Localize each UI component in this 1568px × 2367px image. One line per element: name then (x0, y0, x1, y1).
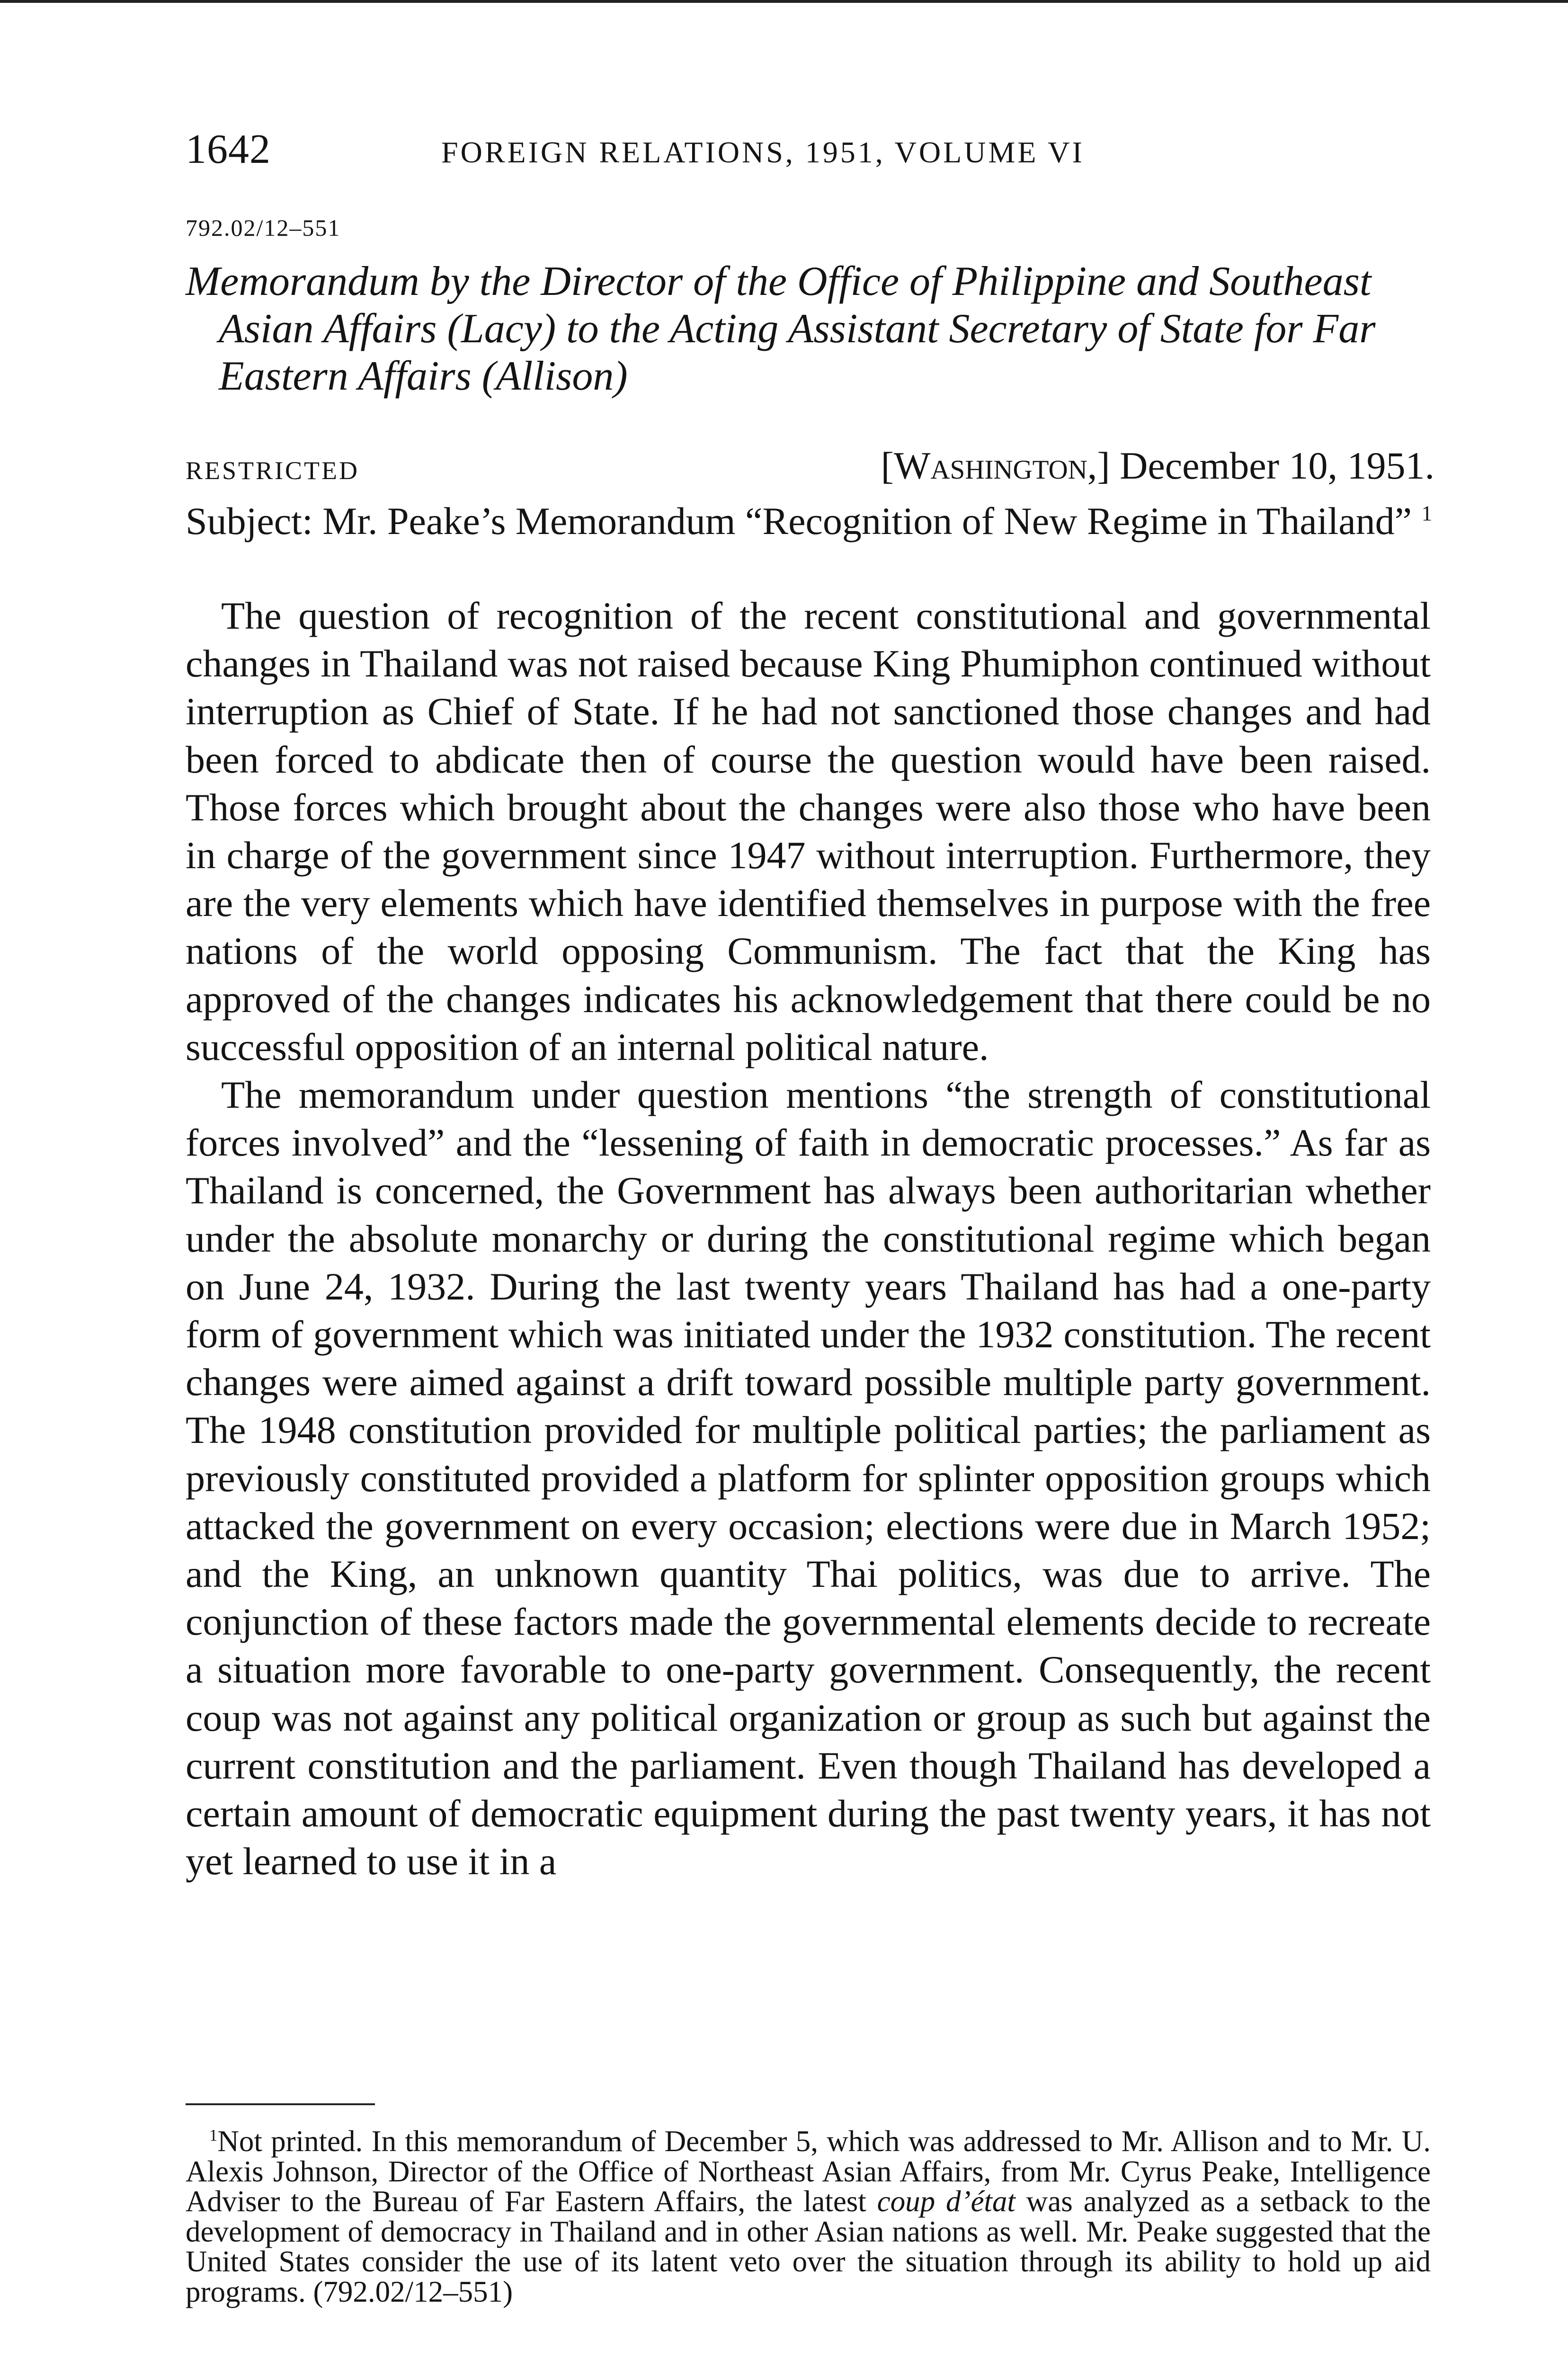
footnote-text-start: Not printed. In this memorandum of December 5, which was addressed to Mr. Allison and to Mr. U. Alexis Johnson, Director of the Office of Northeast Asian Affairs, from Mr. Cyrus Peake, Intelligence Adviser to the Bureau of Far Eastern Affairs, the latest (186, 2125, 1431, 2218)
footnote-divider (186, 2103, 375, 2105)
memorandum-body (186, 592, 1431, 1885)
footnote (186, 2127, 1431, 2307)
running-head: FOREIGN RELATIONS, 1951, VOLUME VI (441, 135, 1085, 169)
footnote-italic-term: coup d’état (877, 2185, 1016, 2218)
subject-text: Mr. Peake’s Memorandum “Recognition of New Regime in Thailand” (322, 499, 1412, 543)
footnote-reference: 1 (1421, 501, 1433, 525)
date: December 10, 1951. (1120, 444, 1434, 487)
footnote-marker: 1 (209, 2127, 218, 2145)
place-date-line (881, 444, 1434, 488)
page-number: 1642 (186, 126, 271, 172)
subject-line (186, 501, 1435, 542)
classification-label: RESTRICTED (186, 456, 360, 485)
file-number: 792.02/12–551 (186, 214, 341, 241)
page-header (186, 125, 1431, 178)
body-paragraph: The memorandum under question mentions “the strength of constitutional forces involved” and the “lessening of faith in democratic processes.” As far as Thailand is concerned, the Government has always been authoritarian whether under the absolute monarchy or during the constitutional regime which began on June 24, 1932. During the last twenty years Thailand has had a one-party form of government which was initiated under the 1932 constitution. The recent changes were aimed against a drift toward possible multiple party government. The 1948 constitution provided for multiple political parties; the parliament as previously constituted provided a platform for splinter opposition groups which attacked the government on every occasion; elections were due in March 1952; and the King, an unknown quantity Thai politics, was due to arrive. The conjunction of these factors made the governmental elements decide to recreate a situation more favorable to one-party government. Consequently, the recent coup was not against any political organization or group as such but against the current constitution and the parliament. Even though Thailand has developed a certain amount of democratic equipment during the past twenty years, it has not yet learned to use it in a (186, 1073, 1431, 1883)
place: [Washington,] (881, 444, 1110, 487)
page-top-edge (0, 0, 1568, 3)
body-paragraph: The question of recognition of the recent constitutional and governmental changes in Thailand was not raised because King Phumiphon continued without interruption as Chief of State. If he had not sanctioned those changes and had been forced to abdicate then of course the question would have been raised. Those forces which brought about the changes were also those who have been in charge of the government since 1947 without interruption. Furthermore, they are the very elements which have identified themselves in purpose with the free nations of the world opposing Communism. The fact that the King has approved of the changes indicates his acknowledgement that there could be no successful opposition of an internal political nature. (186, 594, 1431, 1068)
subject-label: Subject: (186, 499, 313, 543)
footnote-text-end: was analyzed as a setback to the development of democracy in Thailand and in other Asian nations as well. Mr. Peake suggested that the United States consider the use of its latent veto over the situation through its ability to hold up aid programs. (792.02/12–551) (186, 2185, 1431, 2308)
document-title: Memorandum by the Director of the Office of Philippine and Southeast Asian Affairs (Lacy) to the Acting Assistant Secretary of State for Far Eastern Affairs (Allison) (186, 258, 1376, 399)
